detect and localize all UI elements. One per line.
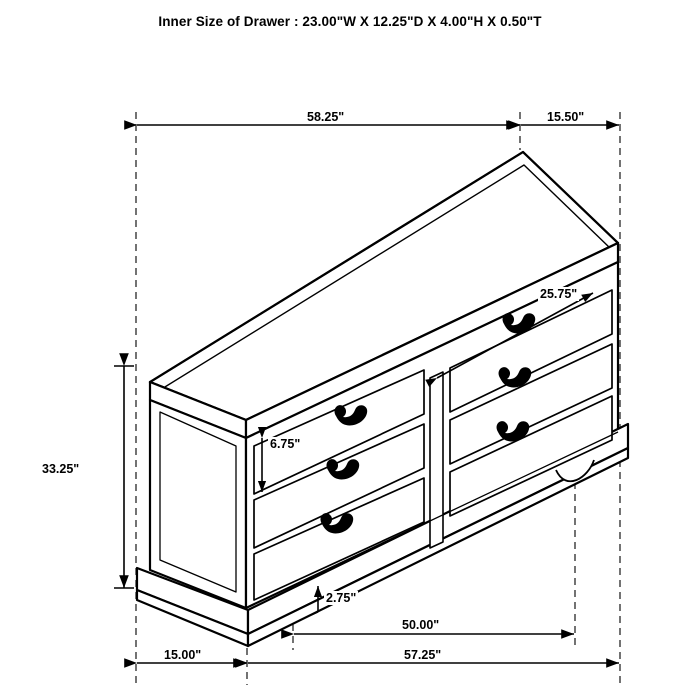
- dimension-label-overall-height: 33.25": [42, 462, 80, 476]
- dimension-label-drawer-height: 6.75": [270, 437, 301, 451]
- dimension-label-drawer-diagonal: 25.75": [540, 287, 578, 301]
- dimension-label-base-offset: 2.75": [326, 591, 357, 605]
- dimension-label-top-depth: 15.50": [547, 110, 585, 124]
- dimension-label-base-front-width: 50.00": [402, 618, 440, 632]
- page-title: Inner Size of Drawer : 23.00"W X 12.25"D X 4.00"H X 0.50"T: [158, 14, 542, 29]
- dimension-label-top-width: 58.25": [307, 110, 345, 124]
- dimension-label-bottom-width: 57.25": [404, 648, 442, 662]
- dresser-illustration: [137, 152, 628, 646]
- dimension-label-side-depth: 15.00": [164, 648, 202, 662]
